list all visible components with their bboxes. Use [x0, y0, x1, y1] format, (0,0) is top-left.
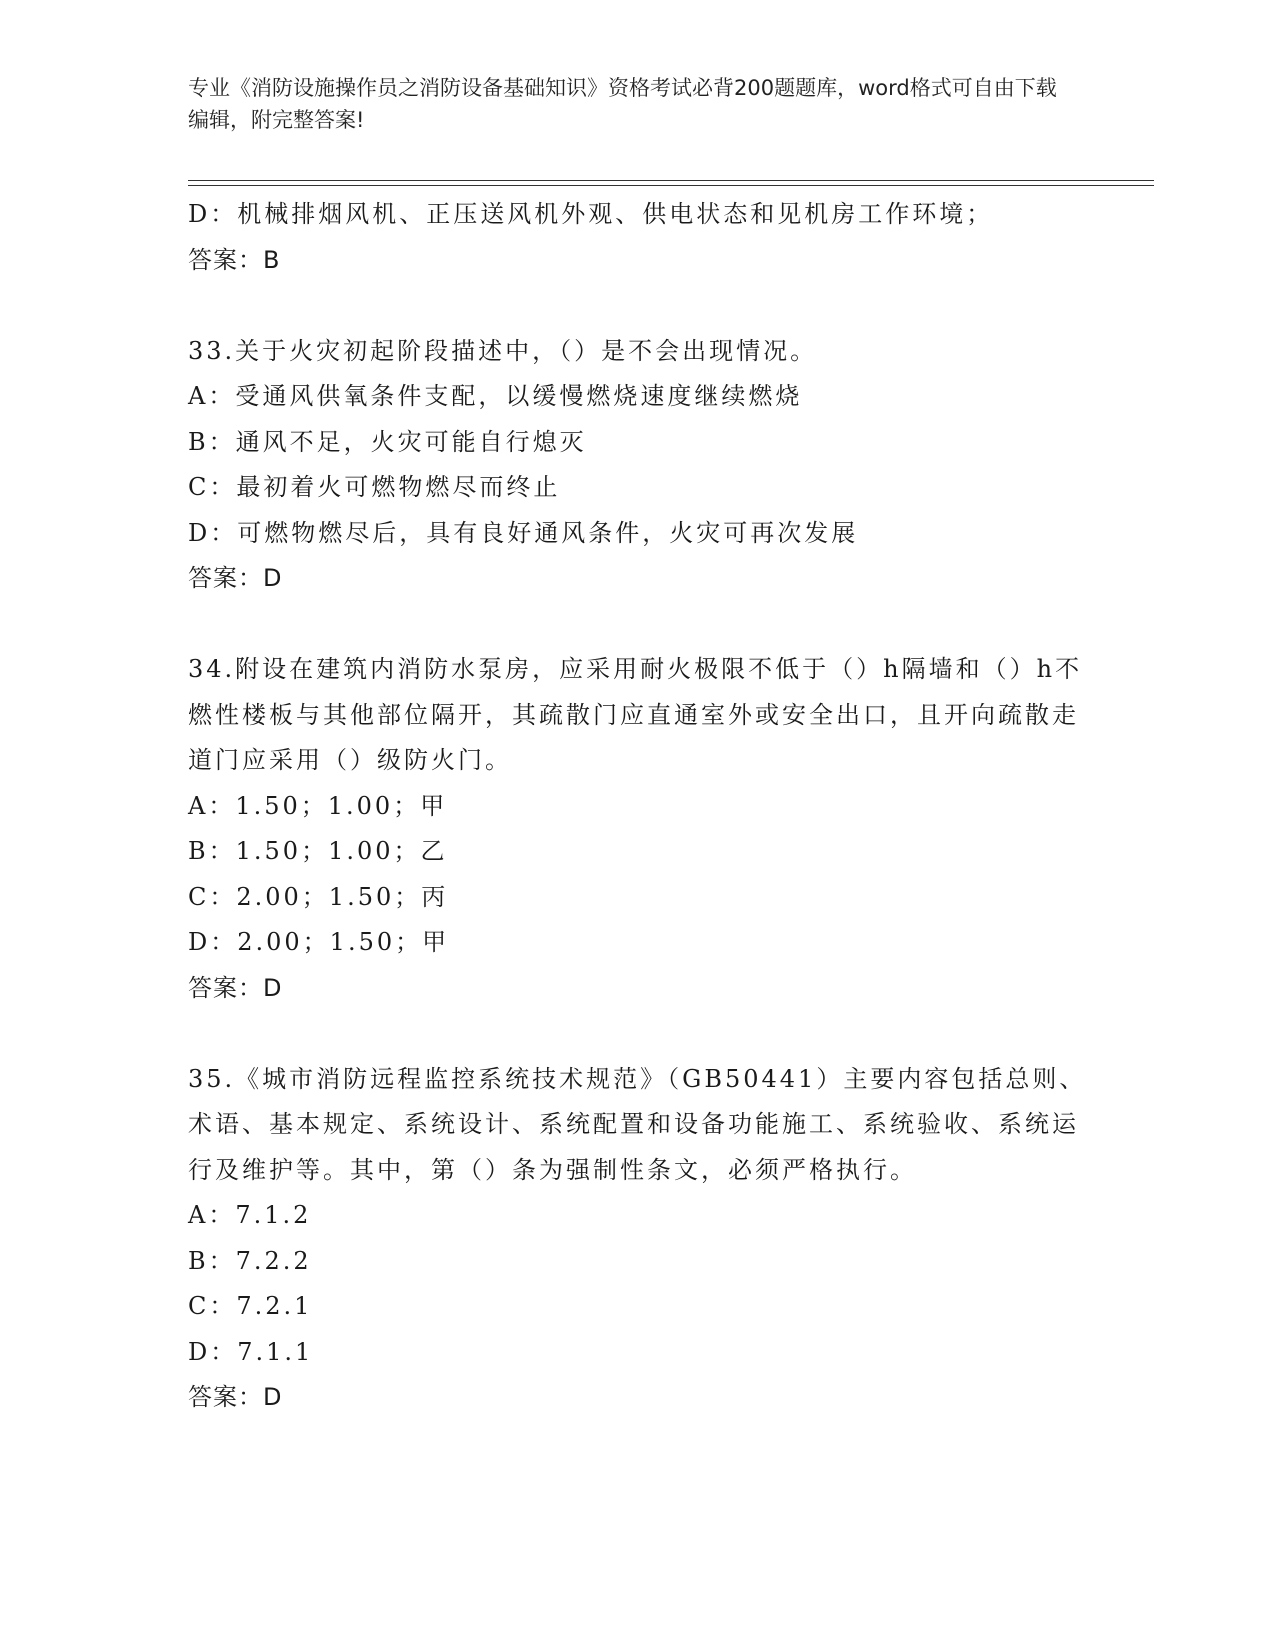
option-b: B：1.50；1.00；乙 — [188, 837, 448, 865]
option-d: D：可燃物燃尽后，具有良好通风条件，火灾可再次发展 — [188, 518, 859, 547]
option-a: A：1.50；1.00；甲 — [188, 791, 448, 820]
option-d: D：机械排烟风机、正压送风机外观、供电状态和见机房工作环境； — [188, 200, 994, 228]
answer-line: 答案：D — [188, 973, 283, 1002]
option-a: A：受通风供氧条件支配，以缓慢燃烧速度继续燃烧 — [188, 382, 803, 410]
question-stem: 35.《城市消防远程监控系统技术规范》（GB50441）主要内容包括总则、术语、基本规定、系统设计、系统配置和设备功能施工、系统验收、系统运行及维护等。其中，第（）条为强制性条文，必须严格执行。 — [188, 1064, 1087, 1184]
option-d: D：2.00；1.50；甲 — [188, 928, 450, 956]
option-c: C：2.00；1.50；丙 — [188, 882, 449, 911]
document-header: 专业《消防设施操作员之消防设备基础知识》资格考试必背200题题库，word格式可自由下载编辑，附完整答案! — [188, 76, 1057, 132]
question-stem: 33.关于火灾初起阶段描述中，（）是不会出现情况。 — [188, 336, 818, 365]
option-c: C：最初着火可燃物燃尽而终止 — [188, 473, 561, 501]
option-c: C：7.2.1 — [188, 1292, 313, 1320]
question-stem: 34.附设在建筑内消防水泵房，应采用耐火极限不低于（）h隔墙和（）h不燃性楼板与其他部位隔开，其疏散门应直通室外或安全出口，且开向疏散走道门应采用（）级防火门。 — [188, 655, 1083, 774]
header-divider-top — [188, 180, 1154, 181]
answer-line: 答案：B — [188, 245, 281, 274]
question-35 — [188, 1057, 1088, 1421]
option-b: B：7.2.2 — [188, 1246, 312, 1275]
answer-line: 答案：D — [188, 564, 283, 592]
question-spacer — [188, 602, 1088, 648]
question-33 — [188, 329, 1088, 602]
question-list — [188, 192, 1088, 1421]
header-divider-bottom — [188, 185, 1154, 186]
answer-line: 答案：D — [188, 1383, 283, 1411]
option-b: B：通风不足，火灾可能自行熄灭 — [188, 427, 587, 456]
option-a: A：7.1.2 — [188, 1201, 312, 1229]
option-d: D：7.1.1 — [188, 1337, 314, 1366]
previous-question-tail — [188, 192, 1088, 283]
question-34 — [188, 647, 1088, 1011]
question-spacer — [188, 1011, 1088, 1057]
question-spacer — [188, 283, 1088, 329]
